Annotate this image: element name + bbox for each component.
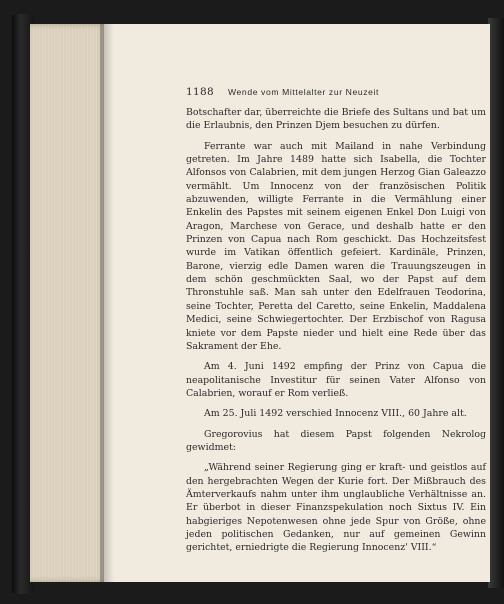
right-cover-edge: [488, 18, 504, 588]
paragraph: Botschafter dar, überreichte die Briefe des Sultans und bat um die Erlaubnis, den Prinzen Djem besuchen zu dürfen.: [186, 107, 486, 132]
paragraph: Gregorovius hat diesem Papst folgenden Nekrolog gewidmet:: [186, 428, 486, 453]
spine-shadow: [100, 24, 114, 582]
paragraph: Am 4. Juni 1492 empfing der Prinz von Capua die neapolitanische Investitur für seinen Vater Alfonso von Calabrien, worauf er Rom verließ.: [186, 361, 486, 399]
page-header: [186, 86, 486, 100]
paragraph: Am 25. Juli 1492 verschied Innocenz VIII., 60 Jahre alt.: [204, 408, 467, 420]
quotation: „Während seiner Regierung ging er kraft- und geistlos auf den hergebrachten Wegen der Kurie fort. Der Mißbrauch des Ämterverkaufs nahm unter ihm unglaubliche Verhältnisse an. Er überbot in dieser Finanzspekulation noch Sixtus IV. Ein habgieriges Nepotenwesen ohne jede Spur von Größe, ohne jeden politischen Gedanken, nur auf gemeinen Gewinn gerichtet, erniedrigte die Regierung Innocenz' VIII.“: [186, 462, 486, 554]
page-edges: [30, 24, 106, 582]
paragraph: Ferrante war auch mit Mailand in nahe Verbindung getreten. Im Jahre 1489 hatte sich Isabella, die Tochter Alfonsos von Calabrien, mit dem jungen Herzog Gian Galeazzo vermählt. Um Innocenz von der französischen Politik abzuwenden, willigte Ferrante in die Vermählung einer Enkelin des Papstes mit seinem eigenen Enkel Don Luigi von Aragon, Marchese von Gerace, und deshalb hatte er den Prinzen von Capua nach Rom geschickt. Das Hochzeitsfest wurde im Vatikan öffentlich gefeiert. Kardinäle, Prinzen, Barone, vierzig edle Damen waren die Trauungszeugen in dem schön geschmückten Saal, wo der Papst auf dem Thronstuhle saß. Man sah unter den Edelfrauen Teodorina, seine Tochter, Peretta del Caretto, seine Enkelin, Maddalena Medici, seine Schwiegertochter. Der Erzbischof von Ragusa kniete vor dem Papste nieder und hielt eine Rede über das Sakrament der Ehe.: [186, 140, 486, 352]
body-text: [186, 106, 486, 562]
book-page: [104, 24, 490, 582]
page-number: 1188: [186, 86, 214, 98]
running-title: Wende vom Mittelalter zur Neuzeit: [228, 87, 379, 97]
